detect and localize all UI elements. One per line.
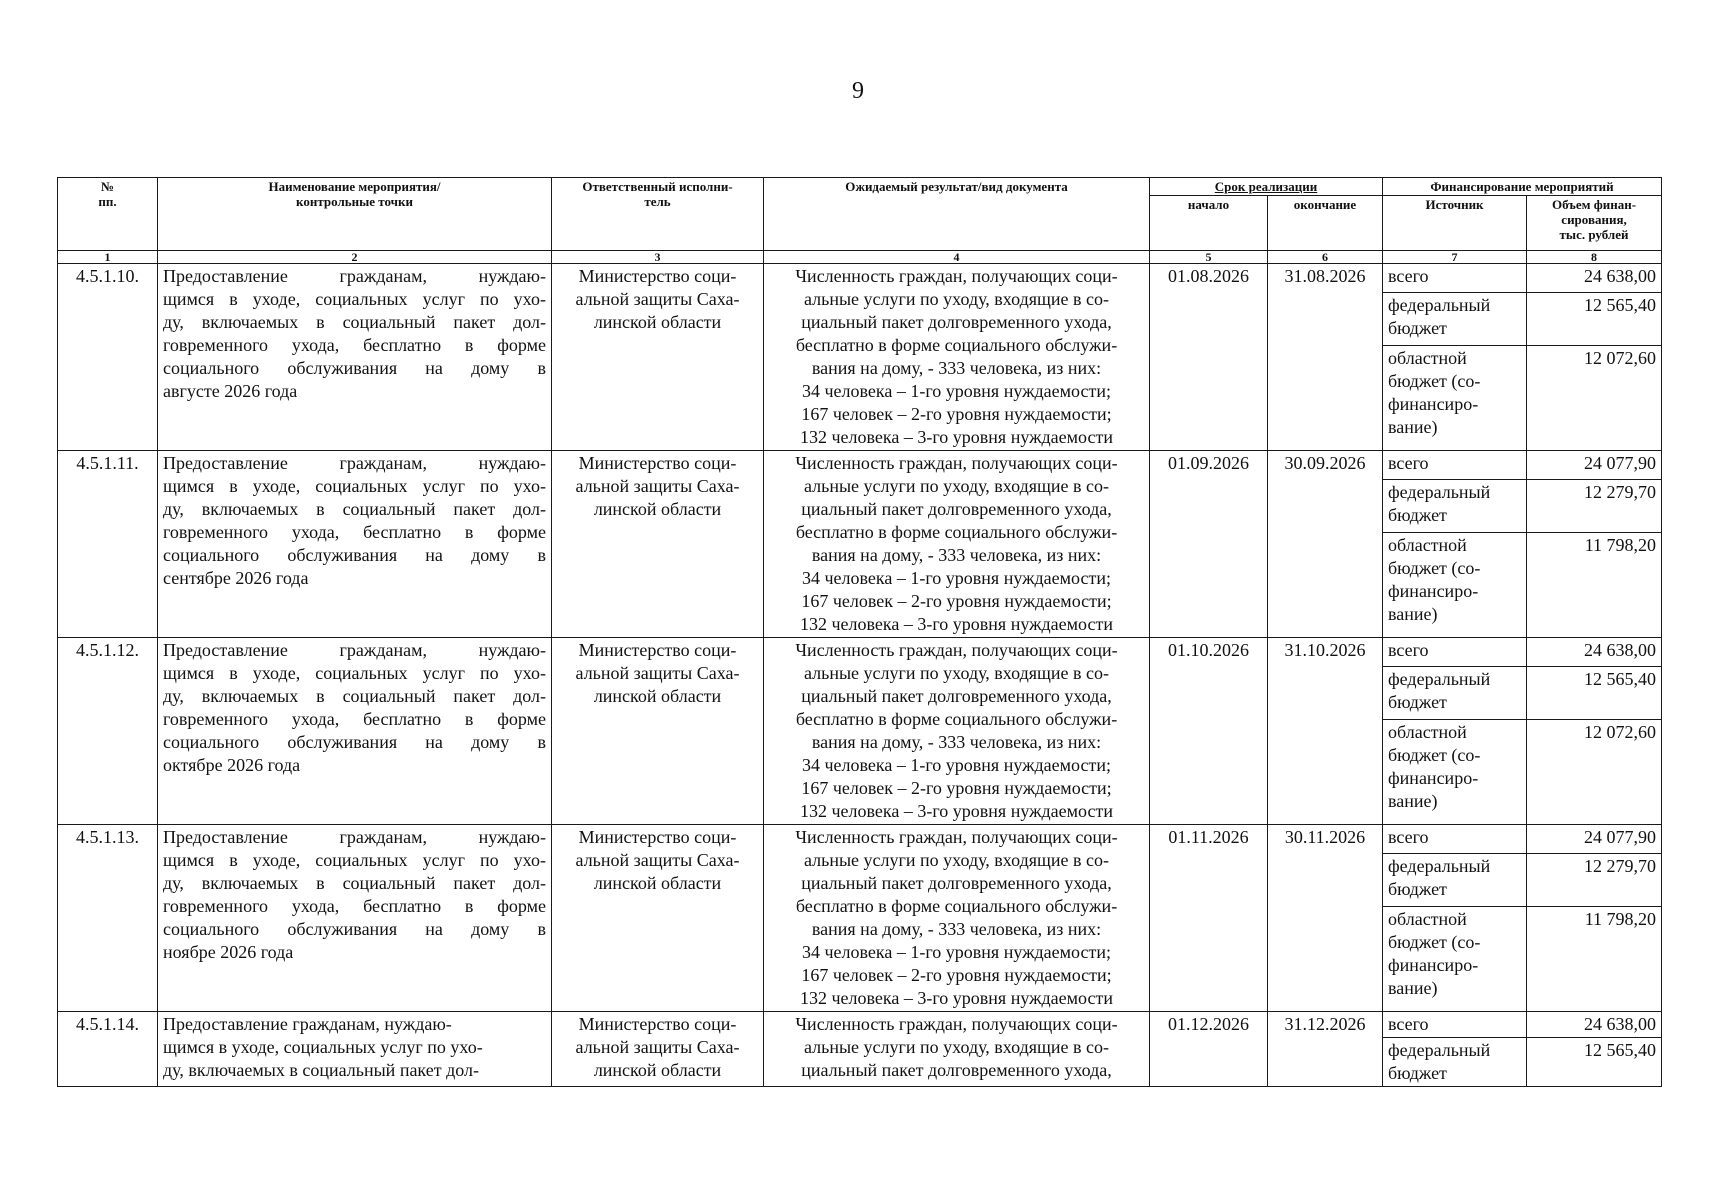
end-date: 31.12.2026 xyxy=(1268,1012,1383,1087)
responsible-executor xyxy=(552,825,764,1012)
executor-line: линской области xyxy=(593,873,722,893)
activity-name-line: щимся в уходе, социальных услуг по ухо- xyxy=(163,1037,483,1057)
activity-name-line: говременного ухода, бесплатно в форме xyxy=(163,335,546,355)
funding-source xyxy=(1383,825,1527,854)
start-date: 01.11.2026 xyxy=(1150,825,1268,1012)
activity-name-line: говременного ухода, бесплатно в форме xyxy=(163,709,546,729)
funding-amount: 12 072,60 xyxy=(1527,346,1662,451)
funding-source-line: финансиро- xyxy=(1388,581,1479,602)
result-line: бесплатно в форме социального обслужи- xyxy=(795,335,1118,355)
funding-source-line: бюджет (со- xyxy=(1388,745,1481,766)
funding-source-line: бюджет xyxy=(1388,504,1447,525)
header-executor xyxy=(552,178,764,251)
result-line: альные услуги по уходу, входящие в со- xyxy=(803,476,1110,496)
activity-name xyxy=(158,825,552,1012)
funding-source-line: бюджет xyxy=(1388,1063,1447,1083)
executor-line: Министерство соци- xyxy=(578,1014,737,1034)
executor-line: линской области xyxy=(593,499,722,519)
executor-line: Министерство соци- xyxy=(578,827,737,847)
executor-line: альной защиты Саха- xyxy=(575,476,740,496)
header-finance xyxy=(1383,178,1662,196)
activity-name-line: Предоставление гражданам, нуждаю- xyxy=(163,1014,452,1034)
result-line: Численность граждан, получающих соци- xyxy=(795,1014,1118,1034)
funding-source-line: всего xyxy=(1388,827,1429,847)
result-line: вания на дому, - 333 человека, из них: xyxy=(811,358,1102,378)
funding-amount: 11 798,20 xyxy=(1527,533,1662,638)
responsible-executor xyxy=(552,1012,764,1087)
funding-source xyxy=(1383,292,1527,346)
executor-line: альной защиты Саха- xyxy=(575,850,740,870)
result-line: альные услуги по уходу, входящие в со- xyxy=(803,1037,1110,1057)
funding-amount: 12 279,70 xyxy=(1527,853,1662,907)
header-name-label: Наименование мероприятия/ xyxy=(268,179,441,194)
header-row xyxy=(58,178,1662,196)
header-result xyxy=(764,178,1150,251)
funding-source-line: областной xyxy=(1388,909,1467,930)
start-date: 01.12.2026 xyxy=(1150,1012,1268,1087)
executor-line: альной защиты Саха- xyxy=(575,289,740,309)
executor-line: линской области xyxy=(593,1060,722,1080)
funding-source-line: федеральный xyxy=(1388,855,1491,876)
result-line: бесплатно в форме социального обслужи- xyxy=(795,522,1118,542)
result-line: циальный пакет долговременного ухода, xyxy=(801,873,1112,893)
funding-source xyxy=(1383,853,1527,907)
end-date: 30.11.2026 xyxy=(1268,825,1383,1012)
activity-name xyxy=(158,638,552,825)
result-line: 132 человека – 3-го уровня нуждаемости xyxy=(799,614,1113,634)
responsible-executor xyxy=(552,638,764,825)
header-period-label: Срок реализации xyxy=(1214,179,1318,194)
result-line: циальный пакет долговременного ухода, xyxy=(801,499,1112,519)
start-date: 01.08.2026 xyxy=(1150,264,1268,451)
header-volume-line: Объем финан- xyxy=(1552,197,1637,212)
result-line: Численность граждан, получающих соци- xyxy=(795,640,1118,660)
funding-source-line: финансиро- xyxy=(1388,955,1479,976)
funding-source-line: вание) xyxy=(1388,791,1438,812)
activity-name-line: Предоставление гражданам, нуждаю- xyxy=(163,827,546,847)
column-number: 8 xyxy=(1527,251,1662,264)
header-period xyxy=(1150,178,1383,196)
funding-source xyxy=(1383,479,1527,533)
result-line: 132 человека – 3-го уровня нуждаемости xyxy=(799,801,1113,821)
header-number xyxy=(58,178,158,251)
start-date: 01.09.2026 xyxy=(1150,451,1268,638)
funding-source xyxy=(1383,720,1527,825)
activity-name-line: щимся в уходе, социальных услуг по ухо- xyxy=(163,476,546,496)
activity-name-line: ду, включаемых в социальный пакет дол- xyxy=(163,873,546,893)
header-executor-label: Ответственный исполни- xyxy=(582,179,733,194)
funding-source xyxy=(1383,1012,1527,1038)
activity-code: 4.5.1.10. xyxy=(58,264,158,451)
funding-source-line: федеральный xyxy=(1388,481,1491,502)
activity-name-line: октябре 2026 года xyxy=(163,755,301,775)
funding-source-line: бюджет (со- xyxy=(1388,932,1481,953)
header-start: начало xyxy=(1150,196,1268,251)
activity-code: 4.5.1.14. xyxy=(58,1012,158,1087)
result-line: циальный пакет долговременного ухода, xyxy=(801,686,1112,706)
table-row xyxy=(58,825,1662,854)
activity-name-line: Предоставление гражданам, нуждаю- xyxy=(163,453,546,473)
funding-source-line: областной xyxy=(1388,722,1467,743)
responsible-executor xyxy=(552,264,764,451)
result-line: бесплатно в форме социального обслужи- xyxy=(795,709,1118,729)
result-line: альные услуги по уходу, входящие в со- xyxy=(803,289,1110,309)
activity-name-line: ду, включаемых в социальный пакет дол- xyxy=(163,686,546,706)
funding-source xyxy=(1383,666,1527,720)
funding-source-line: бюджет xyxy=(1388,691,1447,712)
activity-name-line: социального обслуживания на дому в xyxy=(163,358,546,378)
result-line: вания на дому, - 333 человека, из них: xyxy=(811,919,1102,939)
expected-result xyxy=(764,825,1150,1012)
funding-amount: 12 565,40 xyxy=(1527,292,1662,346)
funding-source-line: вание) xyxy=(1388,604,1438,625)
activity-name-line: ду, включаемых в социальный пакет дол- xyxy=(163,1060,479,1080)
result-line: 34 человека – 1-го уровня нуждаемости; xyxy=(801,381,1111,401)
activity-name-line: ду, включаемых в социальный пакет дол- xyxy=(163,312,546,332)
activity-code: 4.5.1.13. xyxy=(58,825,158,1012)
funding-amount: 12 565,40 xyxy=(1527,666,1662,720)
header-volume-line: тыс. рублей xyxy=(1559,227,1629,242)
funding-amount: 12 565,40 xyxy=(1527,1038,1662,1087)
funding-source-line: областной xyxy=(1388,348,1467,369)
result-line: Численность граждан, получающих соци- xyxy=(795,266,1118,286)
activities-table xyxy=(57,177,1662,1087)
result-line: 34 человека – 1-го уровня нуждаемости; xyxy=(801,942,1111,962)
funding-source xyxy=(1383,638,1527,667)
funding-amount: 24 077,90 xyxy=(1527,825,1662,854)
header-end: окончание xyxy=(1268,196,1383,251)
column-number: 3 xyxy=(552,251,764,264)
result-line: Численность граждан, получающих соци- xyxy=(795,827,1118,847)
column-number: 5 xyxy=(1150,251,1268,264)
table-row xyxy=(58,638,1662,667)
header-number-label: № xyxy=(100,179,115,194)
funding-source xyxy=(1383,264,1527,293)
activity-name xyxy=(158,264,552,451)
funding-source-line: всего xyxy=(1388,266,1429,286)
funding-amount: 11 798,20 xyxy=(1527,907,1662,1012)
expected-result xyxy=(764,1012,1150,1087)
activity-code: 4.5.1.11. xyxy=(58,451,158,638)
result-line: циальный пакет долговременного ухода, xyxy=(801,1060,1112,1080)
table-body xyxy=(58,264,1662,1087)
result-line: 132 человека – 3-го уровня нуждаемости xyxy=(799,427,1113,447)
activity-name-line: Предоставление гражданам, нуждаю- xyxy=(163,640,546,660)
table-row xyxy=(58,1012,1662,1038)
responsible-executor xyxy=(552,451,764,638)
funding-amount: 24 638,00 xyxy=(1527,638,1662,667)
table-row xyxy=(58,264,1662,293)
activity-name-line: щимся в уходе, социальных услуг по ухо- xyxy=(163,289,546,309)
activity-code: 4.5.1.12. xyxy=(58,638,158,825)
funding-source-line: федеральный xyxy=(1388,294,1491,315)
funding-source-line: областной xyxy=(1388,535,1467,556)
column-number-row xyxy=(58,251,1662,264)
funding-amount: 24 638,00 xyxy=(1527,1012,1662,1038)
result-line: 132 человека – 3-го уровня нуждаемости xyxy=(799,988,1113,1008)
executor-line: линской области xyxy=(593,686,722,706)
header-volume-line: сирования, xyxy=(1561,212,1627,227)
funding-source-line: вание) xyxy=(1388,417,1438,438)
funding-source-line: бюджет (со- xyxy=(1388,558,1481,579)
funding-source xyxy=(1383,907,1527,1012)
result-line: 167 человек – 2-го уровня нуждаемости; xyxy=(801,404,1112,424)
end-date: 31.10.2026 xyxy=(1268,638,1383,825)
result-line: 167 человек – 2-го уровня нуждаемости; xyxy=(801,591,1112,611)
activity-name-line: ду, включаемых в социальный пакет дол- xyxy=(163,499,546,519)
funding-amount: 24 638,00 xyxy=(1527,264,1662,293)
funding-amount: 12 072,60 xyxy=(1527,720,1662,825)
activity-name-line: щимся в уходе, социальных услуг по ухо- xyxy=(163,850,546,870)
column-number: 1 xyxy=(58,251,158,264)
activity-name-line: социального обслуживания на дому в xyxy=(163,732,546,752)
end-date: 30.09.2026 xyxy=(1268,451,1383,638)
funding-source-line: федеральный xyxy=(1388,1040,1491,1060)
start-date: 01.10.2026 xyxy=(1150,638,1268,825)
table-row xyxy=(58,451,1662,480)
result-line: 34 человека – 1-го уровня нуждаемости; xyxy=(801,755,1111,775)
activity-name-line: Предоставление гражданам, нуждаю- xyxy=(163,266,546,286)
header-finance-label: Финансирование мероприятий xyxy=(1430,179,1614,194)
header-name xyxy=(158,178,552,251)
activity-name-line: щимся в уходе, социальных услуг по ухо- xyxy=(163,663,546,683)
result-line: вания на дому, - 333 человека, из них: xyxy=(811,545,1102,565)
funding-source-line: федеральный xyxy=(1388,668,1491,689)
column-number: 7 xyxy=(1383,251,1527,264)
result-line: циальный пакет долговременного ухода, xyxy=(801,312,1112,332)
funding-amount: 24 077,90 xyxy=(1527,451,1662,480)
end-date: 31.08.2026 xyxy=(1268,264,1383,451)
result-line: альные услуги по уходу, входящие в со- xyxy=(803,663,1110,683)
executor-line: альной защиты Саха- xyxy=(575,1037,740,1057)
executor-line: Министерство соци- xyxy=(578,453,737,473)
funding-source-line: финансиро- xyxy=(1388,768,1479,789)
column-number: 6 xyxy=(1268,251,1383,264)
expected-result xyxy=(764,264,1150,451)
result-line: альные услуги по уходу, входящие в со- xyxy=(803,850,1110,870)
activity-name xyxy=(158,1012,552,1087)
expected-result xyxy=(764,451,1150,638)
activity-name-line: сентябре 2026 года xyxy=(163,568,309,588)
header-name-sublabel: контрольные точки xyxy=(296,194,413,209)
header-number-sublabel: пп. xyxy=(98,194,117,209)
funding-source xyxy=(1383,346,1527,451)
funding-source-line: бюджет xyxy=(1388,317,1447,338)
funding-amount: 12 279,70 xyxy=(1527,479,1662,533)
funding-source xyxy=(1383,451,1527,480)
activity-name-line: ноябре 2026 года xyxy=(163,942,294,962)
executor-line: линской области xyxy=(593,312,722,332)
column-number: 2 xyxy=(158,251,552,264)
funding-source-line: финансиро- xyxy=(1388,394,1479,415)
header-result-label: Ожидаемый результат/вид документа xyxy=(845,179,1068,194)
activity-name-line: говременного ухода, бесплатно в форме xyxy=(163,896,546,916)
result-line: бесплатно в форме социального обслужи- xyxy=(795,896,1118,916)
funding-source xyxy=(1383,1038,1527,1087)
header-volume xyxy=(1527,196,1662,251)
page-number: 9 xyxy=(852,78,864,104)
expected-result xyxy=(764,638,1150,825)
activity-name-line: августе 2026 года xyxy=(163,381,298,401)
activity-name xyxy=(158,451,552,638)
column-number: 4 xyxy=(764,251,1150,264)
result-line: Численность граждан, получающих соци- xyxy=(795,453,1118,473)
funding-source-line: всего xyxy=(1388,1014,1429,1034)
activity-name-line: социального обслуживания на дому в xyxy=(163,919,546,939)
executor-line: Министерство соци- xyxy=(578,640,737,660)
activity-name-line: социального обслуживания на дому в xyxy=(163,545,546,565)
funding-source-line: всего xyxy=(1388,453,1429,473)
funding-source-line: всего xyxy=(1388,640,1429,660)
header-executor-sublabel: тель xyxy=(644,194,671,209)
executor-line: Министерство соци- xyxy=(578,266,737,286)
result-line: 167 человек – 2-го уровня нуждаемости; xyxy=(801,965,1112,985)
result-line: 167 человек – 2-го уровня нуждаемости; xyxy=(801,778,1112,798)
funding-source-line: бюджет xyxy=(1388,878,1447,899)
result-line: вания на дому, - 333 человека, из них: xyxy=(811,732,1102,752)
funding-source-line: бюджет (со- xyxy=(1388,371,1481,392)
funding-source xyxy=(1383,533,1527,638)
result-line: 34 человека – 1-го уровня нуждаемости; xyxy=(801,568,1111,588)
funding-source-line: вание) xyxy=(1388,978,1438,999)
executor-line: альной защиты Саха- xyxy=(575,663,740,683)
header-source: Источник xyxy=(1383,196,1527,251)
activity-name-line: говременного ухода, бесплатно в форме xyxy=(163,522,546,542)
